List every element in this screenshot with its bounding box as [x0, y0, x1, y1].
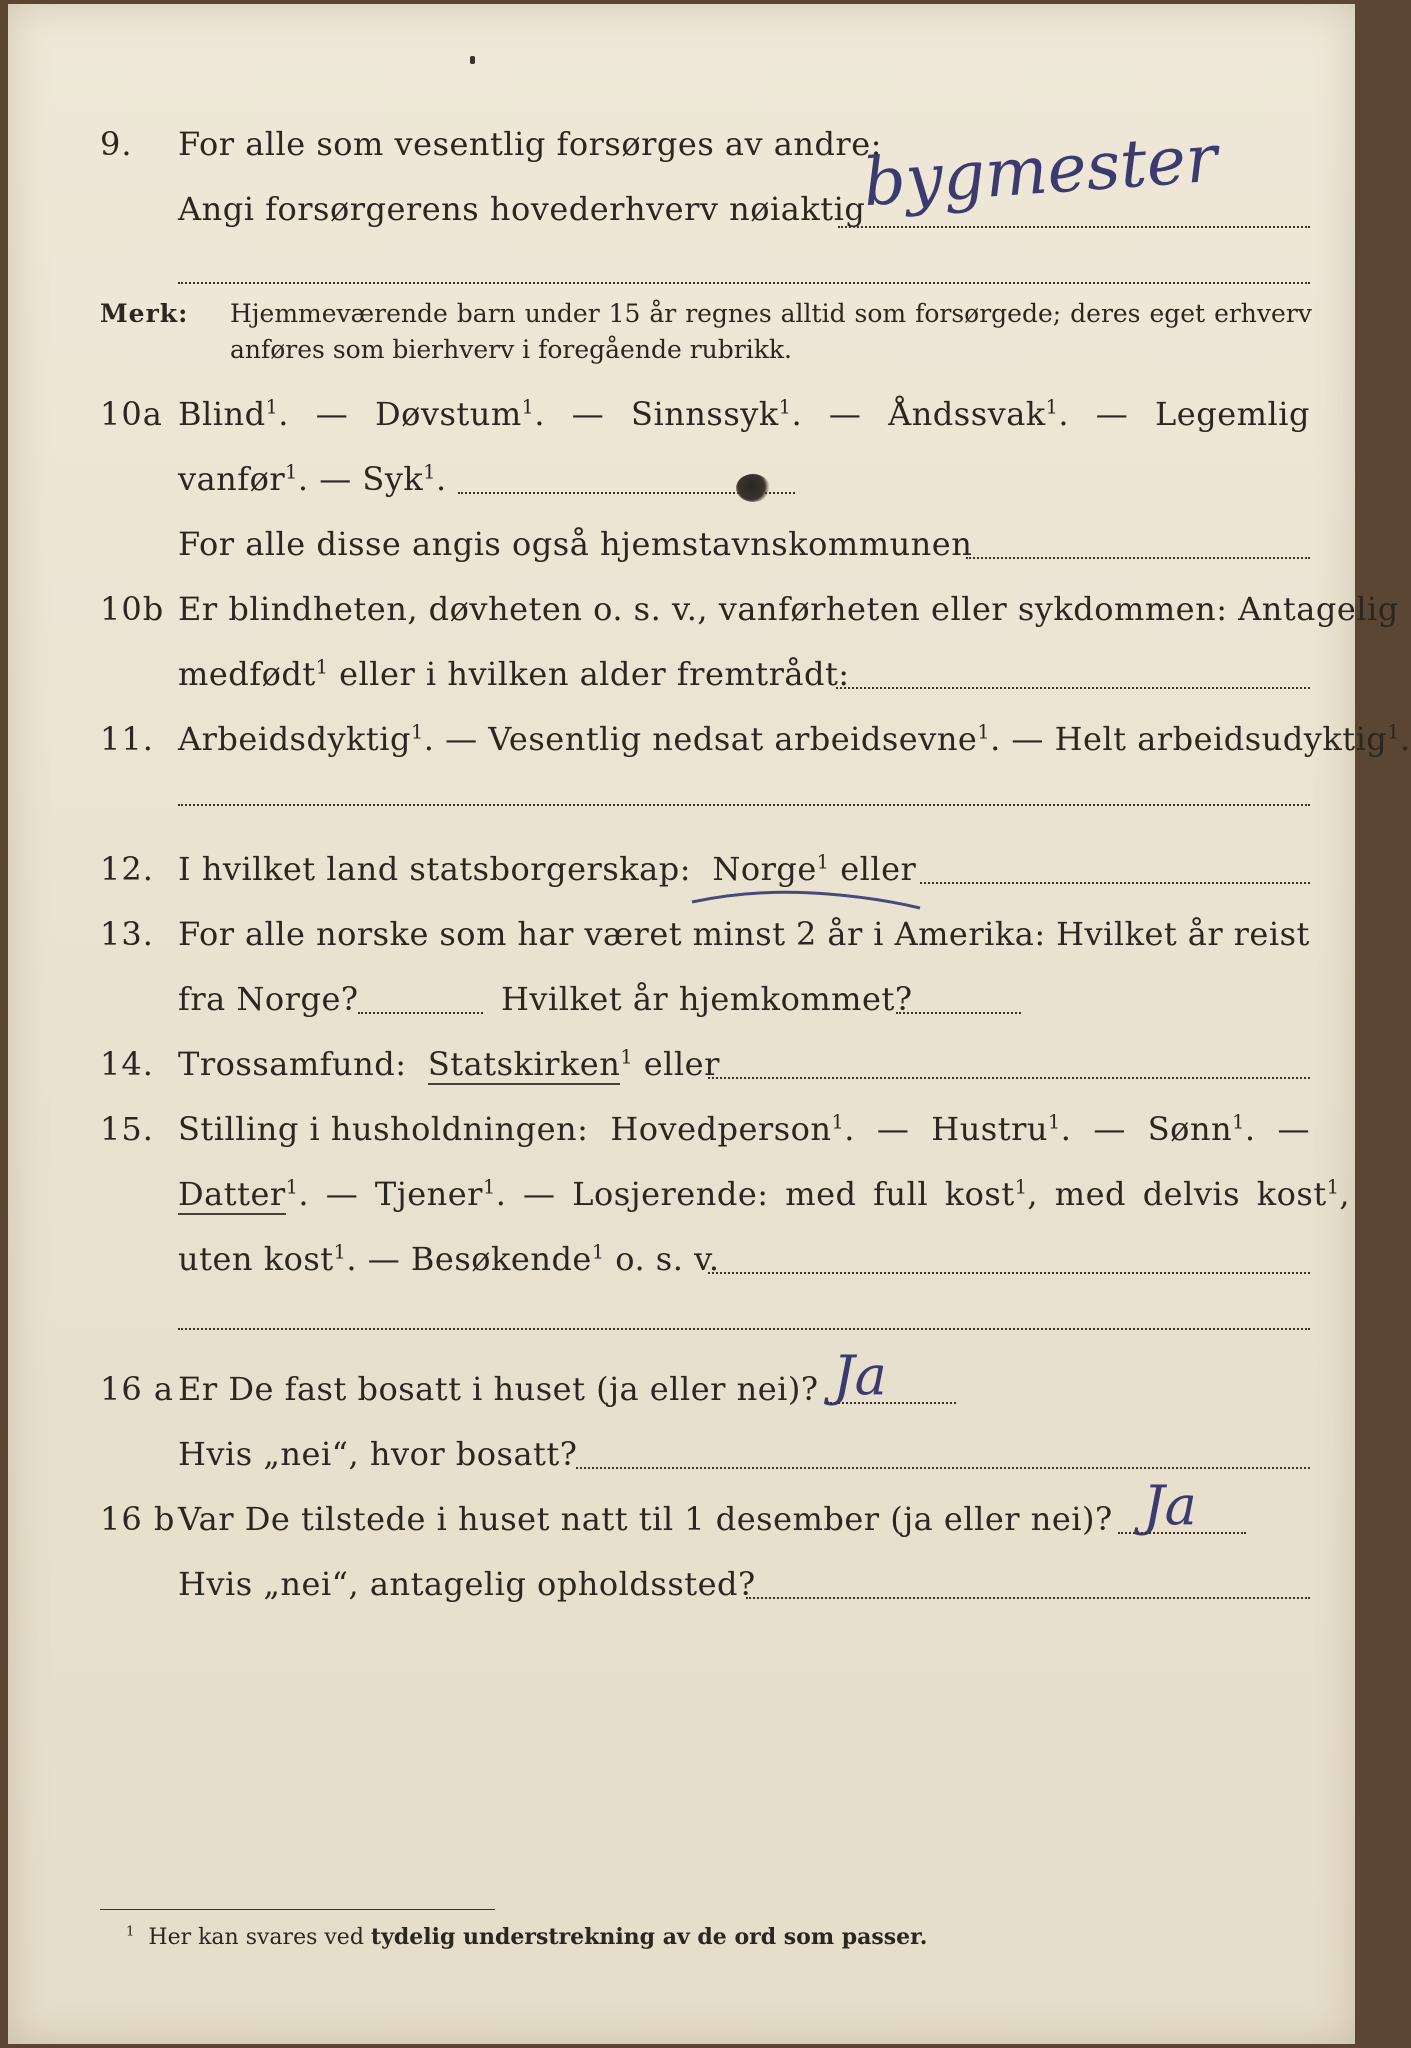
question-number: 10a: [100, 395, 163, 433]
answer-line[interactable]: [966, 557, 1310, 559]
option-hustru[interactable]: Hustru$^1$.: [931, 1110, 1072, 1148]
option-hovedperson[interactable]: Hovedperson$^1$.: [610, 1110, 855, 1148]
answer-line[interactable]: [708, 1077, 1310, 1079]
answer-line[interactable]: [178, 804, 1310, 806]
answer-line[interactable]: [826, 1402, 956, 1404]
ink-blot: [736, 474, 770, 502]
question-10a-line-1: [8, 389, 1355, 439]
answer-line[interactable]: [178, 282, 1310, 284]
answer-line[interactable]: [178, 1328, 1310, 1330]
handwritten-answer-fast-bosatt: Ja: [833, 1344, 887, 1407]
question-text: Hvis „nei“, antagelig opholdssted?: [178, 1565, 756, 1603]
answer-line[interactable]: [708, 1272, 1310, 1274]
question-text: For alle som vesentlig forsørges av andre:: [178, 125, 882, 163]
question-14: 14. Trossamfund: Statskirken$^1$ eller: [8, 1039, 1355, 1089]
question-number: 16 a: [100, 1370, 174, 1408]
question-text: Var De tilstede i huset natt til 1 desember (ja eller nei)?: [178, 1500, 1113, 1538]
option-blind[interactable]: Blind$^1$.: [178, 395, 289, 433]
answer-line[interactable]: [576, 1467, 1310, 1469]
question-options: Stilling i husholdningen: Hovedperson$^1$. — Hustru$^1$. — Sønn$^1$. —: [178, 1104, 1310, 1154]
footnote-mark: 1: [126, 1924, 135, 1940]
answer-line[interactable]: [838, 226, 1310, 228]
answer-line[interactable]: [836, 687, 1310, 689]
option-legemlig[interactable]: Legemlig: [1155, 395, 1310, 433]
question-number: 9.: [100, 125, 133, 163]
question-10a-line-2: vanfør$^1$. — Syk$^1$.: [178, 460, 447, 498]
question-15-line-3: uten kost$^1$. — Besøkende$^1$ o. s. v.: [178, 1240, 720, 1278]
answer-line[interactable]: [746, 1597, 1310, 1599]
footnote: $^1$ Her kan svares ved tydelig understrekning av de ord som passer.: [126, 1924, 928, 1950]
census-form-page: [8, 4, 1411, 2044]
question-number: 12.: [100, 850, 154, 888]
answer-line-year-returned[interactable]: [896, 1012, 1021, 1014]
question-number: 10b: [100, 590, 165, 628]
option-vanfor[interactable]: vanfør: [178, 460, 286, 498]
question-10b-line-2: medfødt$^1$ eller i hvilken alder fremtrådt:: [178, 655, 850, 693]
question-number: 14.: [100, 1045, 154, 1083]
question-16b-line-2: [8, 1559, 1355, 1609]
question-13-line-2: fra Norge? Hvilket år hjemkommet?: [178, 980, 913, 1018]
question-11: 11. Arbeidsdyktig$^1$. — Vesentlig nedsat arbeidsevne$^1$. — Helt arbeidsudyktig$^1$.: [8, 714, 1355, 764]
question-text: For alle disse angis også hjemstavnskommunen: [178, 525, 973, 563]
question-10b-line-1: [8, 584, 1399, 634]
handwritten-answer-occupation: bygmester: [860, 119, 1220, 222]
footnote-rule: [100, 1909, 495, 1910]
question-options: Blind$^1$. — Døvstum$^1$. — Sinnssyk$^1$. — Åndssvak$^1$. — Legemlig: [178, 389, 1310, 439]
question-text: Angi forsørgerens hovederhverv nøiaktig: [178, 190, 866, 228]
option-sonn[interactable]: Sønn$^1$.: [1147, 1110, 1256, 1148]
question-15-line-1: [8, 1104, 1355, 1154]
question-number: 16 b: [100, 1500, 176, 1538]
handwritten-answer-tilstede: Ja: [1143, 1474, 1197, 1537]
note-line-1: Hjemmeværende barn under 15 år regnes alltid som forsørgede; deres eget erhverv: [230, 299, 1312, 328]
option-norge[interactable]: Norge: [712, 850, 817, 888]
option-statskirken[interactable]: Statskirken: [427, 1045, 621, 1083]
question-12: 12. I hvilket land statsborgerskap: Norge$^1$ eller: [8, 844, 1355, 894]
option-sinnssyk[interactable]: Sinnssyk$^1$.: [631, 395, 803, 433]
question-number: 13.: [100, 915, 154, 953]
option-arbeidsdyktig[interactable]: Arbeidsdyktig: [178, 720, 411, 758]
question-16a-line-1: [8, 1364, 1355, 1414]
question-10a-line-3: [8, 519, 1355, 569]
note-text: [230, 296, 1312, 368]
question-15-line-2: Datter$^1$. — Tjener$^1$. — Losjerende: med full kost$^1$, med delvis kost$^1$,: [178, 1175, 1351, 1213]
answer-line[interactable]: [1118, 1532, 1246, 1534]
note-line-2: anføres som bierhverv i foregående rubrikk.: [230, 335, 792, 364]
question-text: Hvis „nei“, hvor bosatt?: [178, 1435, 578, 1473]
question-number: 11.: [100, 720, 154, 758]
question-number: 15.: [100, 1110, 154, 1148]
option-dovstum[interactable]: Døvstum$^1$.: [374, 395, 546, 433]
option-datter[interactable]: Datter: [178, 1175, 286, 1213]
note-label: Merk:: [100, 299, 189, 328]
question-text: For alle norske som har været minst 2 år i Amerika: Hvilket år reist: [178, 915, 1310, 953]
ink-speck: [470, 56, 475, 64]
question-text: Er De fast bosatt i huset (ja eller nei)?: [178, 1370, 819, 1408]
answer-line[interactable]: [920, 882, 1310, 884]
question-text: Er blindheten, døvheten o. s. v., vanførheten eller sykdommen: Antagelig: [178, 590, 1399, 628]
question-13-line-1: [8, 909, 1355, 959]
option-andssvak[interactable]: Åndssvak$^1$.: [888, 395, 1070, 433]
answer-line-year-left[interactable]: [358, 1012, 483, 1014]
question-16a-line-2: [8, 1429, 1355, 1479]
